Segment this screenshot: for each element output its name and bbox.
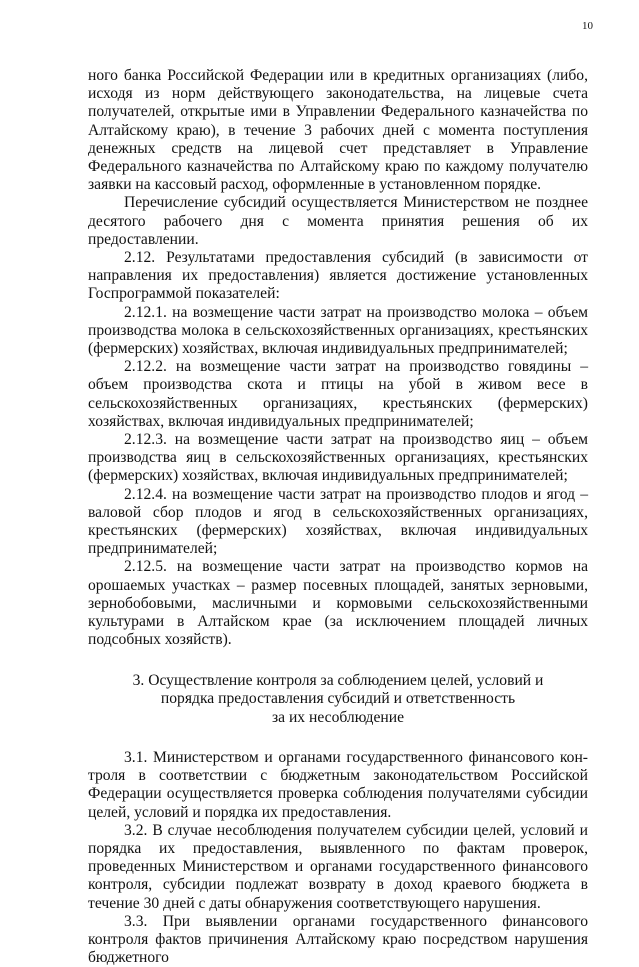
paragraph-continuation: ного банка Российской Федерации или в кредитных организациях (либо, исходя из норм действующего законодательства, на лицевые счета получателей, открытые ими в Управлении Федерального казначейства по Алтайскому краю), в течение 3 рабочих дней с момента поступления денежных средств на лицевой счет представляет в Управление Федерального казначейства по Алтайскому краю по каждому получателю заявки на кассовый расход, оформленные в установленном порядке. [88, 67, 588, 194]
paragraph-subsidy-transfer: Перечисление субсидий осуществляется Министерством не позднее десятого рабочего дня с момента принятия решения об их предоставлении. [88, 194, 588, 248]
paragraph-3-3: 3.3. При выявлении органами государственного финансового контроля фактов причинения Алтайскому краю посредством нарушения бюджетного [88, 912, 588, 967]
paragraph-2-12-1: 2.12.1. на возмещение части затрат на производство молока – объем производства молока в сельскохозяйственных организациях, крестьянских (фермерских) хозяйствах, включая индивидуальных предпринимателей; [88, 303, 588, 358]
section-heading-line: за их несоблюдение [271, 708, 405, 726]
paragraph-2-12-4: 2.12.4. на возмещение части затрат на производство плодов и ягод – валовой сбор плодов и ягод в сельскохозяйственных организациях, крестьянских (фермерских) хозяйствах, включая индивидуальных предпринимателей; [88, 485, 588, 558]
page-number: 10 [582, 20, 593, 32]
section-heading-line: порядка предоставления субсидий и ответственность [160, 690, 516, 707]
paragraph-2-12-3: 2.12.3. на возмещение части затрат на производство яиц – объем производства яиц в сельскохозяйственных организациях, крестьянских (фермерских) хозяйствах, включая индивидуальных предпринимателей; [88, 431, 588, 485]
paragraph-2-12: 2.12. Результатами предоставления субсидий (в зависимости от направления их предоставления) является достижение установленных Госпрограммой показателей: [88, 249, 588, 303]
paragraph-3-2: 3.2. В случае несоблюдения получателем субсидии целей, условий и порядка их предоставления, выявленного по фактам проверок, проведенных Министерством и органами государственного финансового контроля, субсидии подлежат возврату в доход краевого бюджета в течение 30 дней с даты обнаружения соответствующего нарушения. [88, 821, 588, 912]
paragraph-2-12-2: 2.12.2. на возмещение части затрат на производство говядины – объем производства скота и птицы на убой в живом весе в сельскохозяйственных организациях, крестьянских (фермерских) хозяйствах, включая индивидуальных предпринимателей; [88, 358, 588, 430]
section-3-heading [88, 672, 588, 728]
paragraph-3-1: 3.1. Министерством и органами государственного финансового контроля в соответствии с бюджетным законодательством Российской Федерации осуществляется проверка соблюдения получателями субсидии целей, условий и порядка их предоставления. [88, 749, 588, 821]
paragraph-2-12-5: 2.12.5. на возмещение части затрат на производство кормов на орошаемых участках – размер посевных площадей, занятых зерновыми, зернобобовыми, масличными и кормовыми сельскохозяйственными культурами в Алтайском крае (за исключением площадей личных подсобных хозяйств). [88, 558, 588, 649]
section-heading-line: 3. Осуществление контроля за соблюдением целей, условий и [132, 671, 544, 689]
document-body [88, 67, 588, 967]
